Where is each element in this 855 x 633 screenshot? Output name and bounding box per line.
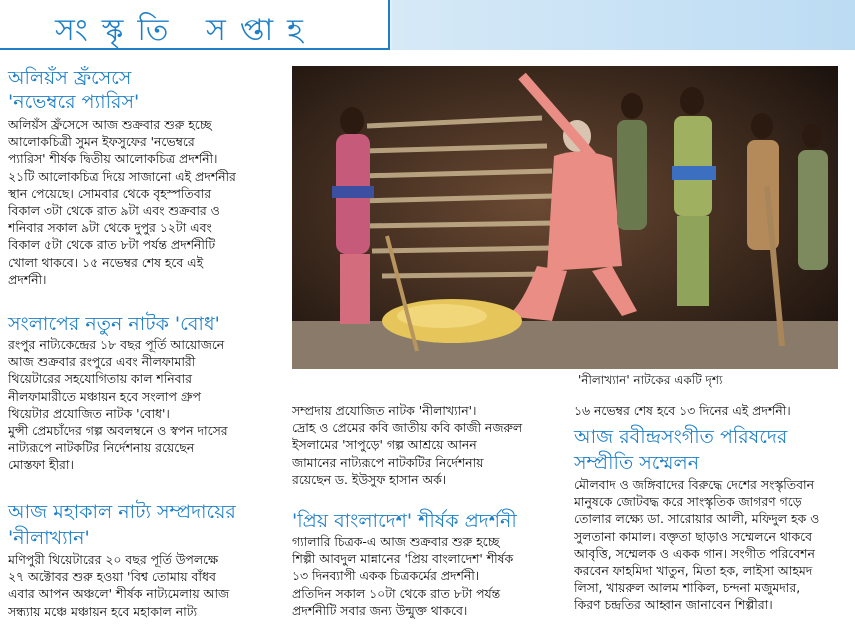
article5-headline: আজ রবীন্দ্রসংগীত পরিষদের সম্প্রীতি সম্মেলন xyxy=(574,426,788,474)
article4-headline: 'প্রিয় বাংলাদেশ' শীর্ষক প্রদর্শনী xyxy=(292,510,517,532)
article5-body: মৌলবাদ ও জঙ্গিবাদের বিরুদ্ধে দেশের সংস্কৃতিবান মানুষকে জোটবদ্ধ করে সাংস্কৃতিক জাগরণ গড়ে তোলার লক্ষ্যে ডা. সারোয়ার আলী, মফিদুল হক ও সুলতানা কামাল। বক্তৃতা ছাড়াও সম্মেলনে থাকবে আবৃত্তি, সম্মেলক ও একক গান। সংগীত পরিবেশন করবেন ফাহমিদা খাতুন, মিতা হক, লাইসা আহমদ লিসা, খায়রুল আলম শাকিল, চন্দনা মজুমদার, কিরণ চন্দ্রতির আহ্বান জানাবেন শিল্পীরা। xyxy=(574,477,820,613)
article2-body: রংপুর নাট্যকেন্দ্রের ১৮ বছর পূর্তি আয়োজনে আজ শুক্রবার রংপুরে এবং নীলফামারী থিয়েটারের সহযোগিতায় কাল শনিবার নীলফামারীতে মঞ্চায়ন হবে সংলাপ গ্রুপ থিয়েটার প্রযোজিত নাটক 'বোধ'। মুন্সী প্রেমচাঁদের গল্প অবলম্বনে ও স্বপন দাসের নাট্যরূপে নাটকটির নির্দেশনায় রয়েছেন মোস্তফা হীরা। xyxy=(8,337,228,473)
stage-photo-illustration xyxy=(292,66,838,369)
article4-body: গ্যালারি চিত্রক-এ আজ শুক্রবার শুরু হচ্ছে শিল্পী আবদুল মান্নানের 'প্রিয় বাংলাদেশ' শীর্ষক ১৩ দিনব্যাপী একক চিত্রকর্মের প্রদর্শনী। প্রতিদিন সকাল ১০টা থেকে রাত ৮টা পর্যন্ত প্রদর্শনীটি সবার জন্য উন্মুক্ত থাকবে। xyxy=(292,534,514,618)
article3-headline: আজ মহাকাল নাট্য সম্প্রদায়ের 'নীলাখ্যান' xyxy=(8,501,236,549)
section-title: সংস্কৃতি সপ্তাহ xyxy=(55,13,317,48)
article2-headline: সংলাপের নতুন নাটক 'বোধ' xyxy=(8,313,220,335)
article1-body: অলিয়ঁস ফ্রঁসেসে আজ শুক্রবার শুরু হচ্ছে আলোকচিত্রী সুমন ইফসুফের 'নভেম্বরে প্যারিস' শীর্ষক দ্বিতীয় আলোকচিত্র প্রদর্শনী। ২১টি আলোকচিত্র দিয়ে সাজানো এই প্রদর্শনীর স্থান পেয়েছে। সোমবার থেকে বৃহস্পতিবার বিকাল ৩টা থেকে রাত ৯টা এবং শুক্রবার ও শনিবার সকাল ৯টা থেকে দুপুর ১২টা এবং বিকাল ৫টা থেকে রাত ৮টা পর্যন্ত প্রদর্শনীটি খোলা থাকবে। ১৫ নভেম্বর শেষ হবে এই প্রদর্শনী। xyxy=(8,117,236,287)
article4-continued: ১৬ নভেম্বর শেষ হবে ১৩ দিনের এই প্রদর্শনী। xyxy=(574,403,791,418)
play-scene-photo xyxy=(292,66,838,369)
article3-body: মণিপুরী থিয়েটারের ২০ বছর পূর্তি উপলক্ষে ২৭ অক্টোবর শুরু হওয়া 'বিশ্ব তোমায় বাঁধব এবার আপন অঞ্চলে' শীর্ষক নাট্যমেলায় আজ সন্ধ্যায় মঞ্চে মঞ্চায়ন হবে মহাকাল নাট্য xyxy=(8,552,230,619)
article1-headline: অলিয়ঁস ফ্রঁসেসে 'নভেম্বরে প্যারিস' xyxy=(8,67,140,113)
article3-continued: সম্প্রদায় প্রযোজিত নাটক 'নীলাখ্যান'। দ্রোহ ও প্রেমের কবি জাতীয় কবি কাজী নজরুল ইসলামের 'সাপুড়ে' গল্প আশ্রয়ে আনন জামানের নাট্যরূপে নাটকটির নির্দেশনায় রয়েছেন ড. ইউসুফ হাসান অর্ক। xyxy=(292,403,523,487)
photo-caption: 'নীলাখ্যান' নাটকের একটি দৃশ্য xyxy=(578,373,723,387)
section-banner xyxy=(0,0,390,50)
